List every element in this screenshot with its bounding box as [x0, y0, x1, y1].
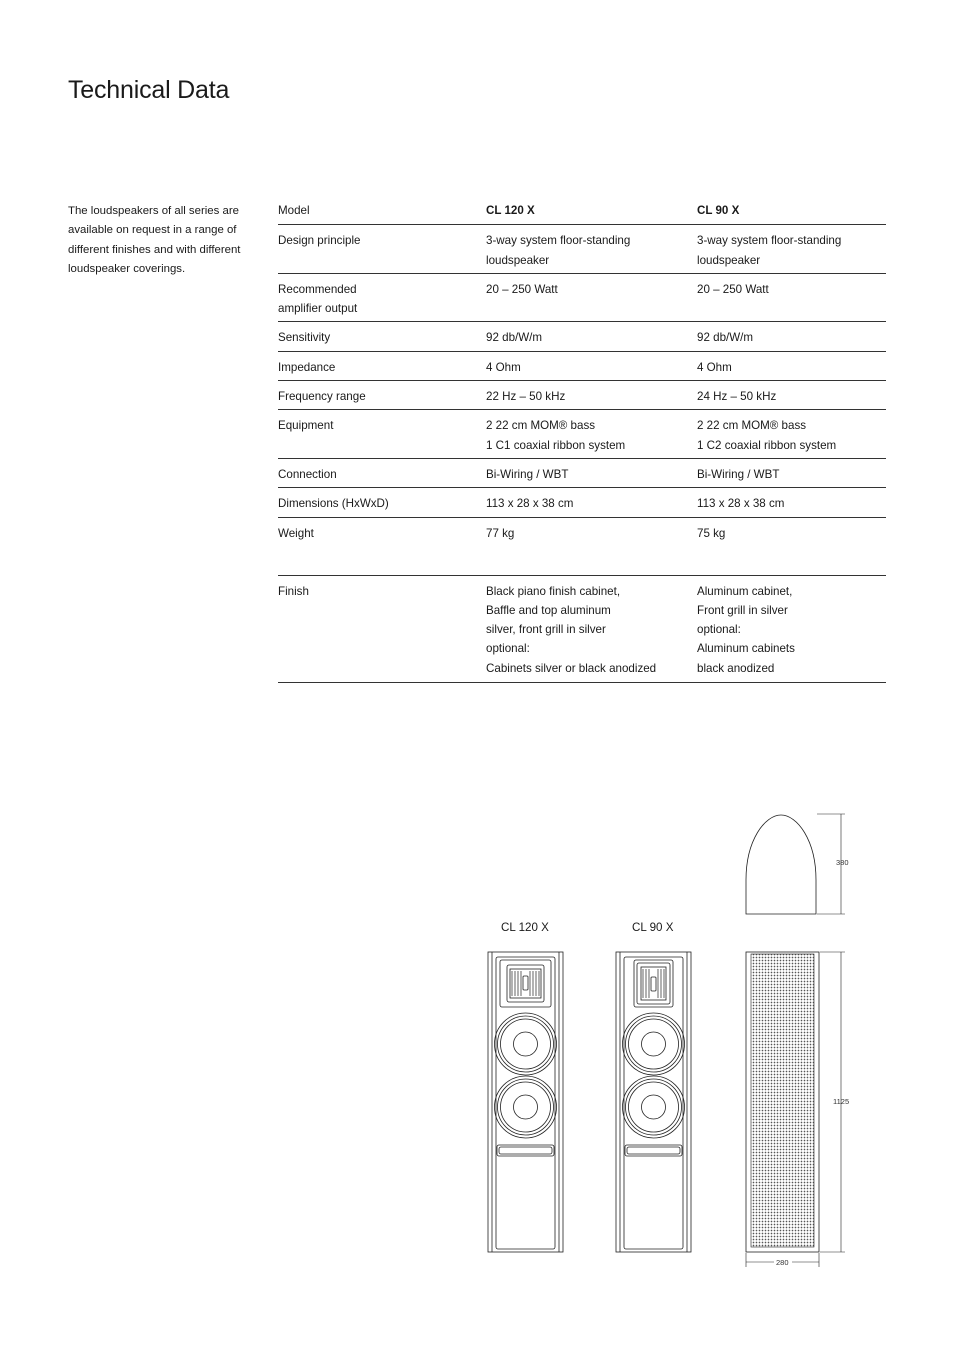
header-cl120: CL 120 X — [486, 196, 697, 225]
table-row — [278, 575, 886, 682]
side-view-grille — [746, 952, 819, 1252]
speaker-line-drawings — [470, 800, 890, 1280]
row-cl120-value: 4 Ohm — [486, 351, 697, 380]
page-title: Technical Data — [68, 76, 230, 104]
row-cl120-value: 3-way system floor-standing loudspeaker — [486, 225, 697, 274]
row-label: Recommended amplifier output — [278, 273, 486, 322]
row-cl90-value: 4 Ohm — [697, 351, 886, 380]
width-dimension-label: 280 — [776, 1258, 789, 1267]
table-row — [278, 381, 886, 410]
row-cl120-value: 22 Hz – 50 kHz — [486, 381, 697, 410]
table-row — [278, 458, 886, 487]
row-label: Dimensions (HxWxD) — [278, 488, 486, 517]
table-row — [278, 488, 886, 517]
row-cl90-value: 92 db/W/m — [697, 322, 886, 351]
row-label: Equipment — [278, 410, 486, 459]
table-row — [278, 410, 886, 459]
cl90-drawing-label: CL 90 X — [632, 921, 674, 934]
table-row — [278, 351, 886, 380]
row-cl90-value: 20 – 250 Watt — [697, 273, 886, 322]
row-cl120-value: 92 db/W/m — [486, 322, 697, 351]
intro-text: The loudspeakers of all series are available on request in a range of different finishes and with different loudspeaker coverings. — [68, 205, 241, 275]
row-label: Connection — [278, 458, 486, 487]
row-label: Weight — [278, 517, 486, 575]
row-cl90-value: 2 22 cm MOM® bass 1 C2 coaxial ribbon system — [697, 410, 886, 459]
row-label: Sensitivity — [278, 322, 486, 351]
row-cl90-value: 113 x 28 x 38 cm — [697, 488, 886, 517]
row-label: Frequency range — [278, 381, 486, 410]
depth-dimension-label: 380 — [836, 858, 849, 867]
row-cl90-value: 75 kg — [697, 517, 886, 575]
row-cl120-value: 77 kg — [486, 517, 697, 575]
row-cl120-value: Black piano finish cabinet, Baffle and top aluminum silver, front grill in silver optional: Cabinets silver or black anodized — [486, 575, 697, 682]
row-cl90-value: Aluminum cabinet, Front grill in silver optional: Aluminum cabinets black anodized — [697, 575, 886, 682]
table-row — [278, 225, 886, 274]
table-row — [278, 517, 886, 575]
row-cl90-value: 24 Hz – 50 kHz — [697, 381, 886, 410]
row-cl90-value: 3-way system floor-standing loudspeaker — [697, 225, 886, 274]
height-dimension-label: 1125 — [833, 1097, 850, 1106]
header-cl90: CL 90 X — [697, 196, 886, 225]
speaker-drawings — [470, 800, 890, 1280]
header-label: Model — [278, 196, 486, 225]
row-cl120-value: 113 x 28 x 38 cm — [486, 488, 697, 517]
row-label: Impedance — [278, 351, 486, 380]
row-cl120-value: 20 – 250 Watt — [486, 273, 697, 322]
row-cl90-value: Bi-Wiring / WBT — [697, 458, 886, 487]
row-cl120-value: 2 22 cm MOM® bass 1 C1 coaxial ribbon system — [486, 410, 697, 459]
row-label: Finish — [278, 575, 486, 682]
table-header-row — [278, 196, 886, 225]
technical-data-table — [278, 196, 886, 683]
cl120-drawing-label: CL 120 X — [501, 921, 549, 934]
table-row — [278, 273, 886, 322]
cl120-front-view — [488, 952, 563, 1252]
top-view-outline — [746, 815, 816, 914]
table-row — [278, 322, 886, 351]
cl90-front-view — [616, 952, 691, 1252]
row-label: Design principle — [278, 225, 486, 274]
row-cl120-value: Bi-Wiring / WBT — [486, 458, 697, 487]
